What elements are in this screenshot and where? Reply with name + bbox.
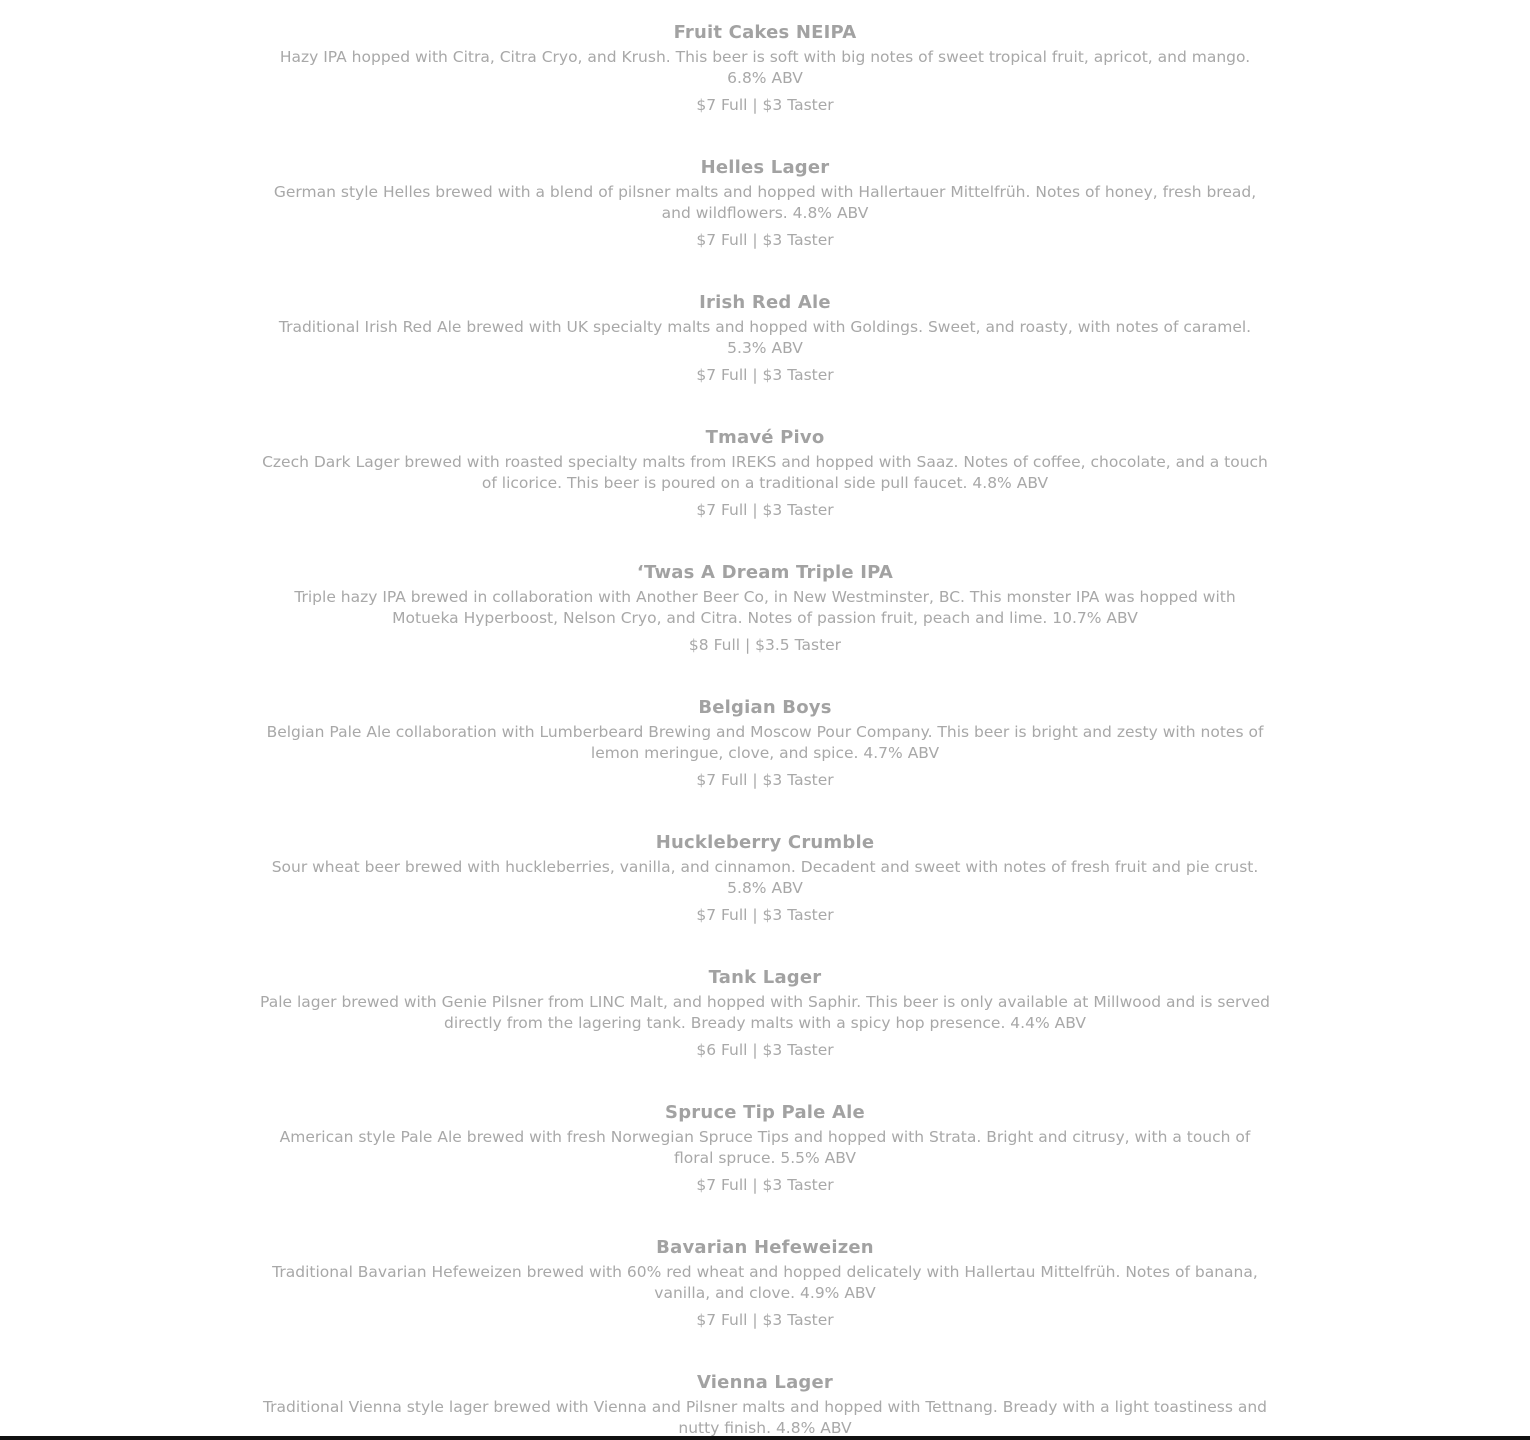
beer-item-tank-lager	[255, 945, 1275, 1080]
beer-name: Belgian Boys	[698, 697, 832, 718]
beer-name: Tmavé Pivo	[705, 427, 825, 448]
beer-item-spruce-tip-pale-ale	[255, 1080, 1275, 1215]
beer-description: Traditional Bavarian Hefeweizen brewed with 60% red wheat and hopped delicately with Hallertau Mittelfrüh. Notes of banana, vanilla, and clove. 4.9% ABV	[272, 1263, 1258, 1302]
beer-item-tmave-pivo	[255, 405, 1275, 540]
beer-description: Traditional Vienna style lager brewed with Vienna and Pilsner malts and hopped with Tettnang. Bready with a light toastiness and nutty finish. 4.8% ABV	[262, 1398, 1267, 1437]
beer-name: Tank Lager	[708, 967, 822, 988]
beer-price: $7 Full | $3 Taster	[696, 771, 834, 789]
beer-description: Sour wheat beer brewed with huckleberries, vanilla, and cinnamon. Decadent and sweet with notes of fresh fruit and pie crust. 5.8% ABV	[271, 858, 1259, 897]
beer-item-irish-red-ale	[255, 270, 1275, 405]
beer-name: Fruit Cakes NEIPA	[673, 22, 857, 43]
beer-menu	[255, 0, 1275, 1440]
beer-price: $7 Full | $3 Taster	[696, 1311, 834, 1329]
beer-description: Traditional Irish Red Ale brewed with UK specialty malts and hopped with Goldings. Sweet, and roasty, with notes of caramel. 5.3% ABV	[278, 318, 1252, 357]
beer-item-belgian-boys	[255, 675, 1275, 810]
beer-description: American style Pale Ale brewed with fresh Norwegian Spruce Tips and hopped with Strata. Bright and citrusy, with a touch of floral spruce. 5.5% ABV	[279, 1128, 1251, 1167]
beer-name: Vienna Lager	[696, 1372, 834, 1393]
beer-name: Spruce Tip Pale Ale	[665, 1102, 865, 1123]
beer-description: Hazy IPA hopped with Citra, Citra Cryo, and Krush. This beer is soft with big notes of sweet tropical fruit, apricot, and mango. 6.8% ABV	[279, 48, 1251, 87]
beer-name: ‘Twas A Dream Triple IPA	[636, 562, 894, 583]
beer-item-twas-a-dream-triple-ipa	[255, 540, 1275, 675]
beer-description: Triple hazy IPA brewed in collaboration with Another Beer Co, in New Westminster, BC. This monster IPA was hopped with Motueka Hyperboost, Nelson Cryo, and Citra. Notes of passion fruit, peach and lime. 10.7% ABV	[294, 588, 1236, 627]
beer-price: $7 Full | $3 Taster	[696, 96, 834, 114]
beer-item-huckleberry-crumble	[255, 810, 1275, 945]
beer-description: Czech Dark Lager brewed with roasted specialty malts from IREKS and hopped with Saaz. Notes of coffee, chocolate, and a touch of licorice. This beer is poured on a traditional side pull faucet. 4.8% ABV	[262, 453, 1268, 492]
beer-item-bavarian-hefeweizen	[255, 1215, 1275, 1350]
beer-description: Belgian Pale Ale collaboration with Lumberbeard Brewing and Moscow Pour Company. This beer is bright and zesty with notes of lemon meringue, clove, and spice. 4.7% ABV	[266, 723, 1264, 762]
beer-name: Bavarian Hefeweizen	[656, 1237, 874, 1258]
beer-price: $8 Full | $3.5 Taster	[688, 636, 842, 654]
beer-item-vienna-lager	[255, 1350, 1275, 1440]
beer-name: Huckleberry Crumble	[655, 832, 875, 853]
beer-item-helles-lager	[255, 135, 1275, 270]
bottom-edge-bar	[0, 1436, 1530, 1440]
beer-price: $7 Full | $3 Taster	[696, 231, 834, 249]
beer-description: German style Helles brewed with a blend of pilsner malts and hopped with Hallertauer Mittelfrüh. Notes of honey, fresh bread, and wildflowers. 4.8% ABV	[273, 183, 1257, 222]
beer-item-fruit-cakes-neipa	[255, 0, 1275, 135]
beer-price: $7 Full | $3 Taster	[696, 1176, 834, 1194]
beer-name: Irish Red Ale	[699, 292, 831, 313]
beer-name: Helles Lager	[700, 157, 830, 178]
beer-price: $7 Full | $3 Taster	[696, 906, 834, 924]
beer-price: $7 Full | $3 Taster	[696, 501, 834, 519]
beer-price: $7 Full | $3 Taster	[696, 366, 834, 384]
beer-price: $6 Full | $3 Taster	[696, 1041, 834, 1059]
beer-description: Pale lager brewed with Genie Pilsner from LINC Malt, and hopped with Saphir. This beer is only available at Millwood and is served directly from the lagering tank. Bready malts with a spicy hop presence. 4.4% ABV	[260, 993, 1270, 1032]
